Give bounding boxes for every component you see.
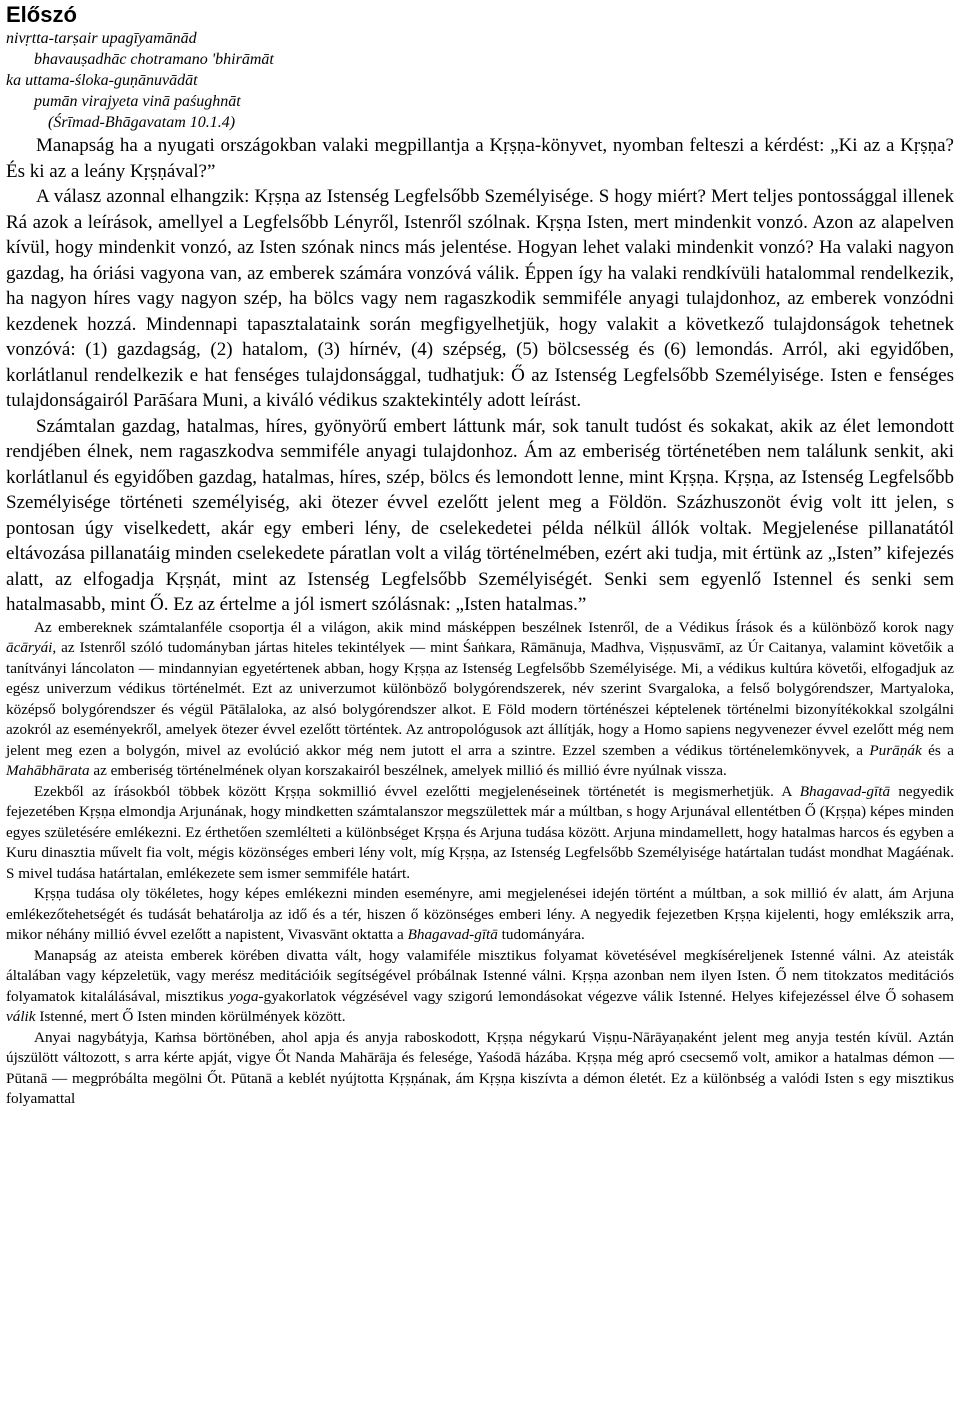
text-run: Ezekből az írásokból többek között Kṛṣṇa sokmillió évvel ezelőtti megjelenéseinek történetét is megismerhetjük. A: [34, 782, 800, 800]
paragraph-small: [6, 618, 954, 782]
sanskrit-verse: [6, 28, 954, 133]
paragraph-small: [6, 782, 954, 885]
verse-reference: (Śrīmad-Bhāgavatam 10.1.4): [48, 114, 236, 131]
paragraph: Számtalan gazdag, hatalmas, híres, gyönyörű embert láttunk már, sok tanult tudóst és sokakat, akik az élet lemondott rendjében élnek, nem ragaszkodva semmiféle anyagi tulajdonhoz. Ám az emberiség történetében nem találunk senkit, aki korlátlanul és egyidőben gazdag, hatalmas, híres, szép, bölcs és lemondott lenne, mint Kṛṣṇa. Kṛṣṇa, az Istenség Legfelsőbb Személyisége történeti személyiség, aki ötezer évvel ezelőtt jelent meg a Földön. Százhuszonöt évig volt itt jelen, s pontosan úgy viselkedett, akár egy emberi lény, de cselekedetei példa nélkül állók voltak. Megjelenése pillanatától eltávozása pillanatáig minden cselekedete páratlan volt a világ történelmében, ezért aki tudja, mit értünk az „Isten” kifejezés alatt, az elfogadja Kṛṣṇát, mint az Istenség Legfelsőbb Személyiségét. Senki sem egyenlő Istennel és senki sem hatalmasabb, mint Ő. Ez az értelme a jól ismert szólásnak: „Isten hatalmas.”: [6, 415, 954, 615]
italic-term: ācāryái,: [6, 639, 57, 656]
text-run: Anyai nagybátyja, Kaṁsa börtönében, ahol apja és anyja raboskodott, Kṛṣṇa négykarú Viṣṇu-Nārāyaṇaként jelent meg anyja testén kívül. Aztán újszülött változott, s arra kérte apját, vigye Őt Nanda Mahārāja és felesége, Yaśodā házába. Kṛṣṇa még apró csecsemő volt, amikor a hatalmas démon — Pūtanā — megpróbálta megölni Őt. Pūtanā a keblét nyújtotta Kṛṣṇának, ám Kṛṣṇa kiszívta a démon életét. Ez a különbség a valódi Isten s egy misztikus folyamattal: [6, 1028, 954, 1107]
paragraph: Manapság ha a nyugati országokban valaki megpillantja a Kṛṣṇa-könyvet, nyomban felteszi a kérdést: „Ki az a Kṛṣṇa? És ki az a leány Kṛṣṇával?”: [6, 135, 954, 182]
verse-line: ka uttama-śloka-guṇānuvādāt: [6, 72, 198, 89]
text-run: és a: [921, 741, 954, 759]
text-run: -gyakorlatok végzésével vagy szigorú lemondásokat végezve válik Istenné. Helyes kifejezéssel élve Ő sohasem: [258, 987, 954, 1005]
verse-line: nivṛtta-tarṣair upagīyamānād: [6, 30, 197, 47]
italic-term: válik: [6, 1008, 36, 1025]
italic-term: Purāṇák: [869, 741, 922, 759]
paragraph-small: [6, 946, 954, 1028]
text-run: Az embereknek számtalanféle csoportja él a világon, akik mind másképpen beszélnek Istenről, de a Védikus Írások és a különböző korok nagy: [34, 618, 954, 636]
text-run: tudományára.: [497, 926, 585, 943]
text-run: negyedik fejezetében Kṛṣṇa elmondja Arjunának, hogy mindketten számtalanszor megszülettek már a múltban, s hogy Arjunával ellentétben Ő (Kṛṣṇa) képes minden egyes születésére emlékezni. Ez érthetően szemlélteti a különbséget Kṛṣṇa és Arjuna tudása között. Arjuna mindamellett, hogy hatalmas harcos és egyben a Kuru dinasztia művelt fia volt, mégis közönséges emberi lény volt, míg Kṛṣṇa, az Istenség Legfelsőbb Személyisége határtalan tudást mondhat Magáénak. S mivel tudása határtalan, emlékezete sem ismer semmiféle határt.: [6, 782, 954, 882]
verse-line: pumān virajyeta vinā paśughnāt: [34, 93, 241, 110]
text-run: az Istenről szóló tudományban jártas hiteles tekintélyek — mint Śaṅkara, Rāmānuja, Madhva, Viṣṇusvāmī, az Úr Caitanya, valamint követőik a tanítványi láncolaton — mindannyian egyetértenek abban, hogy Kṛṣṇa az Istenség Legfelsőbb Személyisége. Mi, a védikus kultúra követői, elfogadjuk az egész univerzum védikus történelmét. Ezt az univerzumot különböző bolygórendszerek, név szerint Svargaloka, a felső bolygórendszer, Martyaloka, középső bolygórendszer és végül Pātālaloka, az alsó bolygórendszer alkot. E Föld modern történészei képtelenek történelmi bizonyítékokkal szolgálni azokról az eseményekről, amelyek ötezer évvel ezelőtt történtek. Az antropológusok azt állítják, hogy a Homo sapiens negyvenezer évvel ezelőtt még nem jelent meg ezen a bolygón, mivel az evolúció akkor még nem jutott el arra a szintre. Ezzel szemben a védikus történelemkönyvek, a: [6, 639, 954, 759]
verse-line: bhavauṣadhāc chotramano 'bhirāmāt: [34, 51, 274, 68]
paragraph-small: [6, 1028, 954, 1110]
italic-term: Bhagavad-gītā: [799, 782, 891, 800]
text-run: Istenné, mert Ő Isten minden körülmények között.: [35, 1008, 346, 1025]
text-run: Manapság az ateista emberek körében divatta vált, hogy valamiféle misztikus folyamat követésével megkíséreljenek Istenné válni. Az ateisták általában vagy képzeletük, vagy merész meditációik segítségével próbálnak Istenné válni. Kṛṣṇa azonban nem ilyen Isten. Ő nem titokzatos meditációs folyamatok kitalálásával, misztikus: [6, 946, 954, 1005]
text-run: Kṛṣṇa tudása oly tökéletes, hogy képes emlékezni minden eseményre, ami megjelenései idején történt a múltban, a sok millió év alatt, ám Arjuna emlékezőtehetségét és tudását behatárolja az idő és a tér, hiszen ő közönséges emberi lény. A negyedik fejezetben Kṛṣṇa kijelenti, hogy emlékszik arra, mikor néhány millió évvel ezelőtt a napistent, Vivasvānt oktatta a: [6, 885, 954, 943]
italic-term: yoga: [228, 987, 259, 1005]
page-title: Előszó: [6, 2, 77, 27]
paragraph-small: [6, 884, 954, 946]
paragraph: A válasz azonnal elhangzik: Kṛṣṇa az Istenség Legfelsőbb Személyisége. S hogy miért? Mert teljes pontossággal illenek Rá azok a leírások, amellyel a Legfelsőbb Lényről, Istenről szólnak. Kṛṣṇa Isten, mert mindenkit vonzó. Azon az alapelven kívül, hogy mindenkit vonzó, az Isten szónak nincs más jelentése. Hogyan lehet valaki mindenkit vonzó? Ha valaki nagyon gazdag, ha óriási vagyona van, az emberek számára vonzóvá válik. Éppen így ha valaki rendkívüli hatalommal rendelkezik, ha nagyon híres vagy nagyon szép, ha bölcs vagy nem ragaszkodik semmiféle anyagi tulajdonhoz, az emberek vonzódni kezdenek hozzá. Mindennapi tapasztalataink során megfigyelhetjük, hogy valakit a következő tulajdonságok tehetnek vonzóvá: (1) gazdagság, (2) hatalom, (3) hírnév, (4) szépség, (5) bölcsesség és (6) lemondás. Arról, aki egyidőben, korlátlanul rendelkezik e hat fenséges tulajdonsággal, tudhatjuk: Ő az Istenség Legfelsőbb Személyisége. Isten e fenséges tulajdonságairól Parāśara Muni, a kiváló védikus szaktekintély adott leírást.: [6, 186, 954, 411]
italic-term: Mahābhārata: [6, 762, 90, 779]
italic-term: Bhagavad-gītā: [407, 926, 498, 943]
text-run: az emberiség történelmének olyan korszakairól beszélnek, amelyek millió és millió évre nyúlnak vissza.: [89, 762, 727, 779]
